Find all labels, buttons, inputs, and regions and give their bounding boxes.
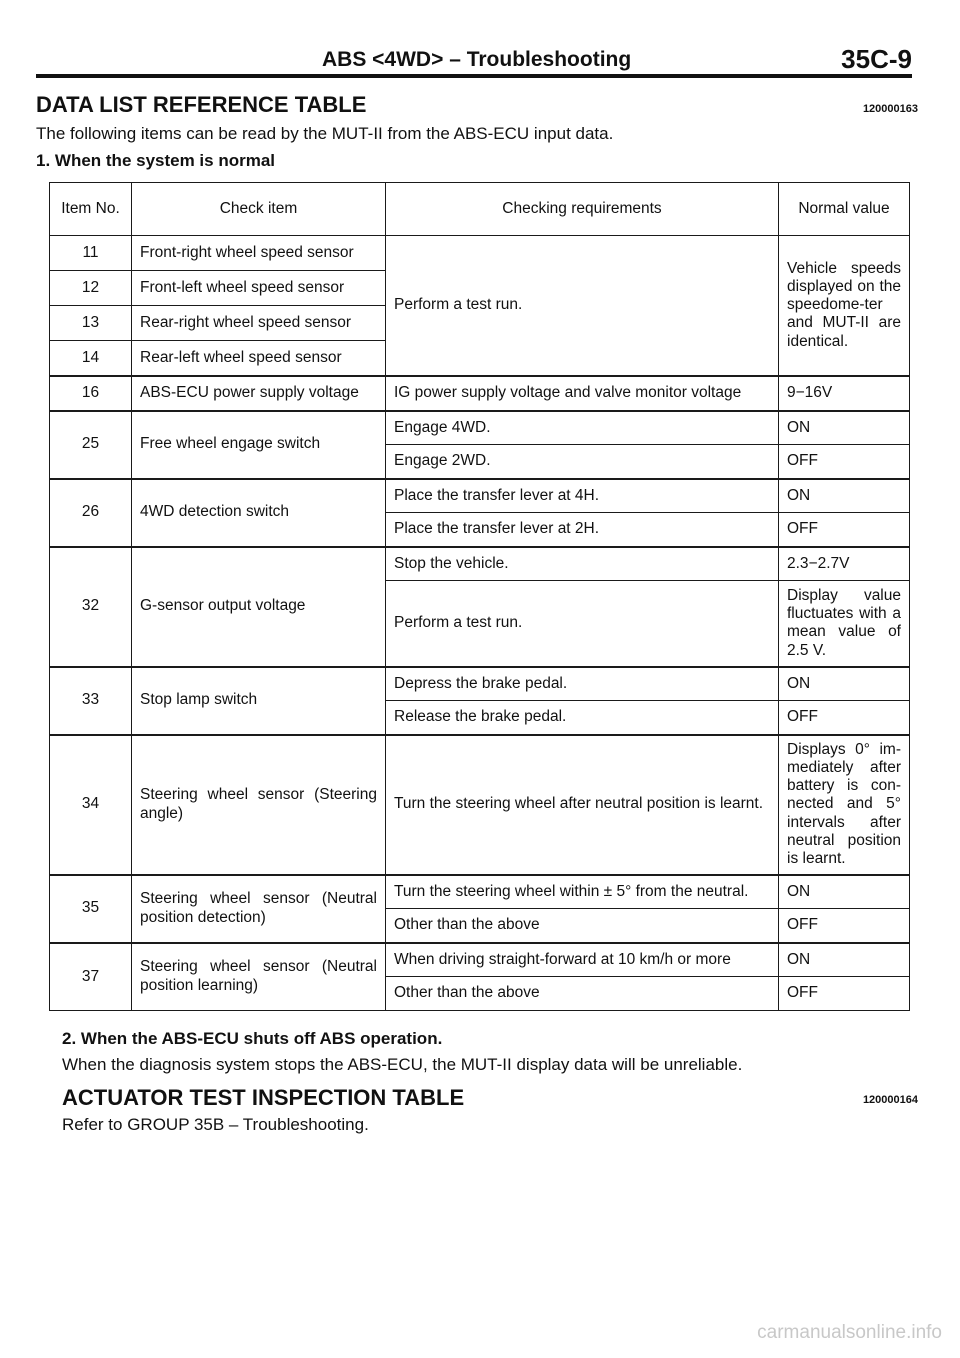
normal-value: OFF (779, 513, 910, 547)
table-row (50, 479, 910, 513)
normal-value: Display value fluctuates with a mean value of 2.5 V. (779, 581, 910, 667)
header-requirements: Checking requirements (386, 183, 779, 236)
check-item: Rear-left wheel speed sensor (132, 341, 386, 376)
section-title-actuator-test: ACTUATOR TEST INSPECTION TABLE (62, 1085, 465, 1110)
table-row (50, 547, 910, 581)
item-no: 32 (50, 547, 132, 667)
check-item: Front-left wheel speed sensor (132, 271, 386, 306)
subhead-normal: 1. When the system is normal (36, 151, 276, 170)
check-item: ABS-ECU power supply voltage (132, 376, 386, 411)
header-title: ABS <4WD> – Troubleshooting (322, 48, 632, 71)
item-no: 16 (50, 376, 132, 411)
normal-value: 9−16V (779, 376, 910, 411)
header-item-no: Item No. (50, 183, 132, 236)
table-row (50, 735, 910, 875)
check-item: Steering wheel sensor (Neutral position learning) (132, 943, 386, 1011)
subhead-shutoff: 2. When the ABS-ECU shuts off ABS operation. (62, 1029, 443, 1048)
item-no: 11 (50, 236, 132, 271)
requirement: Turn the steering wheel within ± 5° from the neutral. (386, 875, 779, 909)
section-code: 120000163 (862, 103, 918, 115)
item-no: 35 (50, 875, 132, 943)
normal-value: ON (779, 943, 910, 977)
requirement: Other than the above (386, 977, 779, 1011)
header-check-item: Check item (132, 183, 386, 236)
check-item: 4WD detection switch (132, 479, 386, 547)
item-no: 33 (50, 667, 132, 735)
table-header-row (50, 183, 910, 236)
table-row (50, 943, 910, 977)
check-item: Rear-right wheel speed sensor (132, 306, 386, 341)
normal-value: 2.3−2.7V (779, 547, 910, 581)
normal-value: OFF (779, 909, 910, 943)
check-item: Front-right wheel speed sensor (132, 236, 386, 271)
page-number: 35C-9 (841, 44, 912, 74)
normal-value: OFF (779, 701, 910, 735)
item-no: 13 (50, 306, 132, 341)
table-row (50, 236, 910, 271)
requirement: Perform a test run. (386, 581, 779, 667)
requirement: Stop the vehicle. (386, 547, 779, 581)
requirement: Engage 4WD. (386, 411, 779, 445)
check-item: Steering wheel sensor (Steering angle) (132, 735, 386, 875)
item-no: 25 (50, 411, 132, 479)
table-row (50, 875, 910, 909)
page-header (36, 44, 912, 78)
requirement: When driving straight-forward at 10 km/h or more (386, 943, 779, 977)
normal-value: ON (779, 411, 910, 445)
check-item: Stop lamp switch (132, 667, 386, 735)
requirement: Release the brake pedal. (386, 701, 779, 735)
item-no: 37 (50, 943, 132, 1011)
check-item: Free wheel engage switch (132, 411, 386, 479)
normal-value: Displays 0° im-mediately after battery is con-nected and 5° intervals after neutral position is learnt. (779, 735, 910, 875)
normal-value: OFF (779, 977, 910, 1011)
item-no: 34 (50, 735, 132, 875)
intro-text: The following items can be read by the MUT-II from the ABS-ECU input data. (36, 124, 614, 143)
requirement: Place the transfer lever at 4H. (386, 479, 779, 513)
reference-text: Refer to GROUP 35B – Troubleshooting. (62, 1115, 369, 1134)
table-row (50, 411, 910, 445)
item-no: 12 (50, 271, 132, 306)
check-item: G-sensor output voltage (132, 547, 386, 667)
requirement: Perform a test run. (386, 236, 779, 376)
normal-value: ON (779, 479, 910, 513)
check-item: Steering wheel sensor (Neutral position detection) (132, 875, 386, 943)
header-normal-value: Normal value (779, 183, 910, 236)
item-no: 26 (50, 479, 132, 547)
watermark: carmanualsonline.info (757, 1322, 942, 1343)
section-code: 120000164 (862, 1094, 918, 1106)
normal-value: ON (779, 875, 910, 909)
requirement: Engage 2WD. (386, 445, 779, 479)
requirement: Depress the brake pedal. (386, 667, 779, 701)
item-no: 14 (50, 341, 132, 376)
normal-value: OFF (779, 445, 910, 479)
requirement: Place the transfer lever at 2H. (386, 513, 779, 547)
shutoff-note: When the diagnosis system stops the ABS-ECU, the MUT-II display data will be unreliable. (62, 1055, 743, 1074)
requirement: Other than the above (386, 909, 779, 943)
data-list-table (49, 182, 910, 1011)
table-row (50, 376, 910, 411)
table-row (50, 667, 910, 701)
requirement: Turn the steering wheel after neutral position is learnt. (386, 735, 779, 875)
normal-value: ON (779, 667, 910, 701)
normal-value: Vehicle speeds displayed on the speedome-ter and MUT-II are identical. (779, 236, 910, 376)
requirement: IG power supply voltage and valve monitor voltage (386, 376, 779, 411)
section-title-data-list: DATA LIST REFERENCE TABLE (36, 92, 367, 117)
